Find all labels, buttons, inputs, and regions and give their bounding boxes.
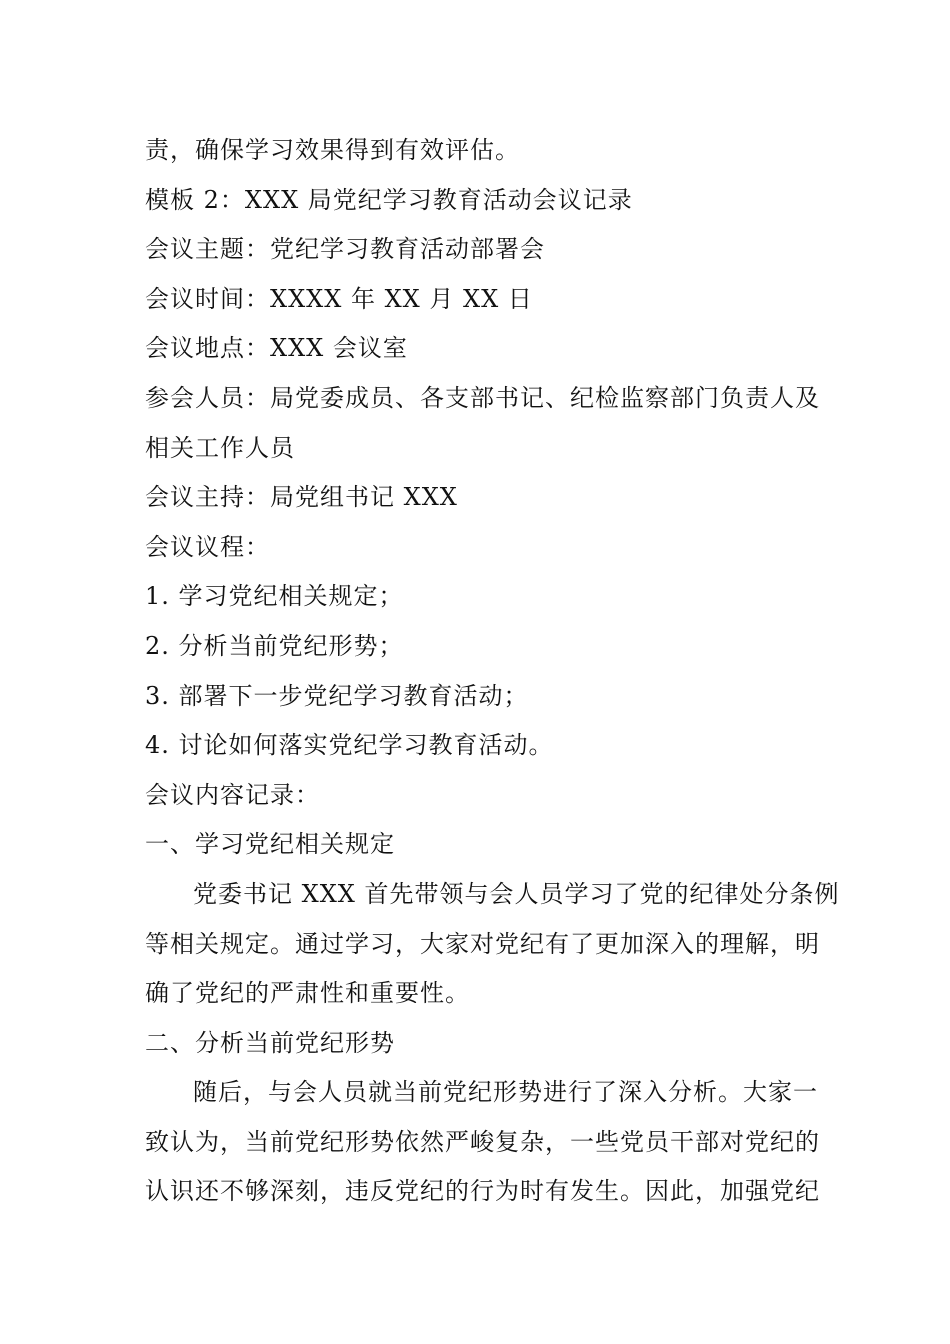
paragraph-line: 党委书记 XXX 首先带领与会人员学习了党的纪律处分条例 bbox=[193, 879, 840, 908]
attendees-line-2: 相关工作人员 bbox=[145, 433, 295, 462]
agenda-item-4: 4. 讨论如何落实党纪学习教育活动。 bbox=[145, 731, 554, 760]
minutes-heading: 会议内容记录： bbox=[145, 780, 320, 809]
paragraph-line: 随后，与会人员就当前党纪形势进行了深入分析。大家一 bbox=[193, 1078, 818, 1107]
meeting-host: 会议主持：局党组书记 XXX bbox=[145, 483, 458, 512]
meeting-topic: 会议主题：党纪学习教育活动部署会 bbox=[145, 235, 545, 264]
agenda-item-1: 1. 学习党纪相关规定； bbox=[145, 582, 404, 611]
attendees-line-1: 参会人员：局党委成员、各支部书记、纪检监察部门负责人及 bbox=[145, 383, 820, 412]
agenda-item-2: 2. 分析当前党纪形势； bbox=[145, 631, 404, 660]
meeting-location: 会议地点：XXX 会议室 bbox=[145, 334, 408, 363]
document-body bbox=[145, 126, 840, 1217]
paragraph-line: 认识还不够深刻，违反党纪的行为时有发生。因此，加强党纪 bbox=[145, 1177, 820, 1206]
agenda-heading: 会议议程： bbox=[145, 532, 270, 561]
section-heading-1: 一、学习党纪相关规定 bbox=[145, 830, 395, 859]
paragraph-line: 等相关规定。通过学习，大家对党纪有了更加深入的理解，明 bbox=[145, 929, 820, 958]
agenda-item-3: 3. 部署下一步党纪学习教育活动； bbox=[145, 681, 529, 710]
template-title: 模板 2：XXX 局党纪学习教育活动会议记录 bbox=[145, 185, 633, 214]
paragraph-line: 致认为，当前党纪形势依然严峻复杂，一些党员干部对党纪的 bbox=[145, 1127, 820, 1156]
paragraph-line: 责，确保学习效果得到有效评估。 bbox=[145, 136, 520, 164]
section-heading-2: 二、分析当前党纪形势 bbox=[145, 1028, 395, 1057]
paragraph-line: 确了党纪的严肃性和重要性。 bbox=[145, 979, 470, 1008]
meeting-time: 会议时间：XXXX 年 XX 月 XX 日 bbox=[145, 284, 533, 313]
